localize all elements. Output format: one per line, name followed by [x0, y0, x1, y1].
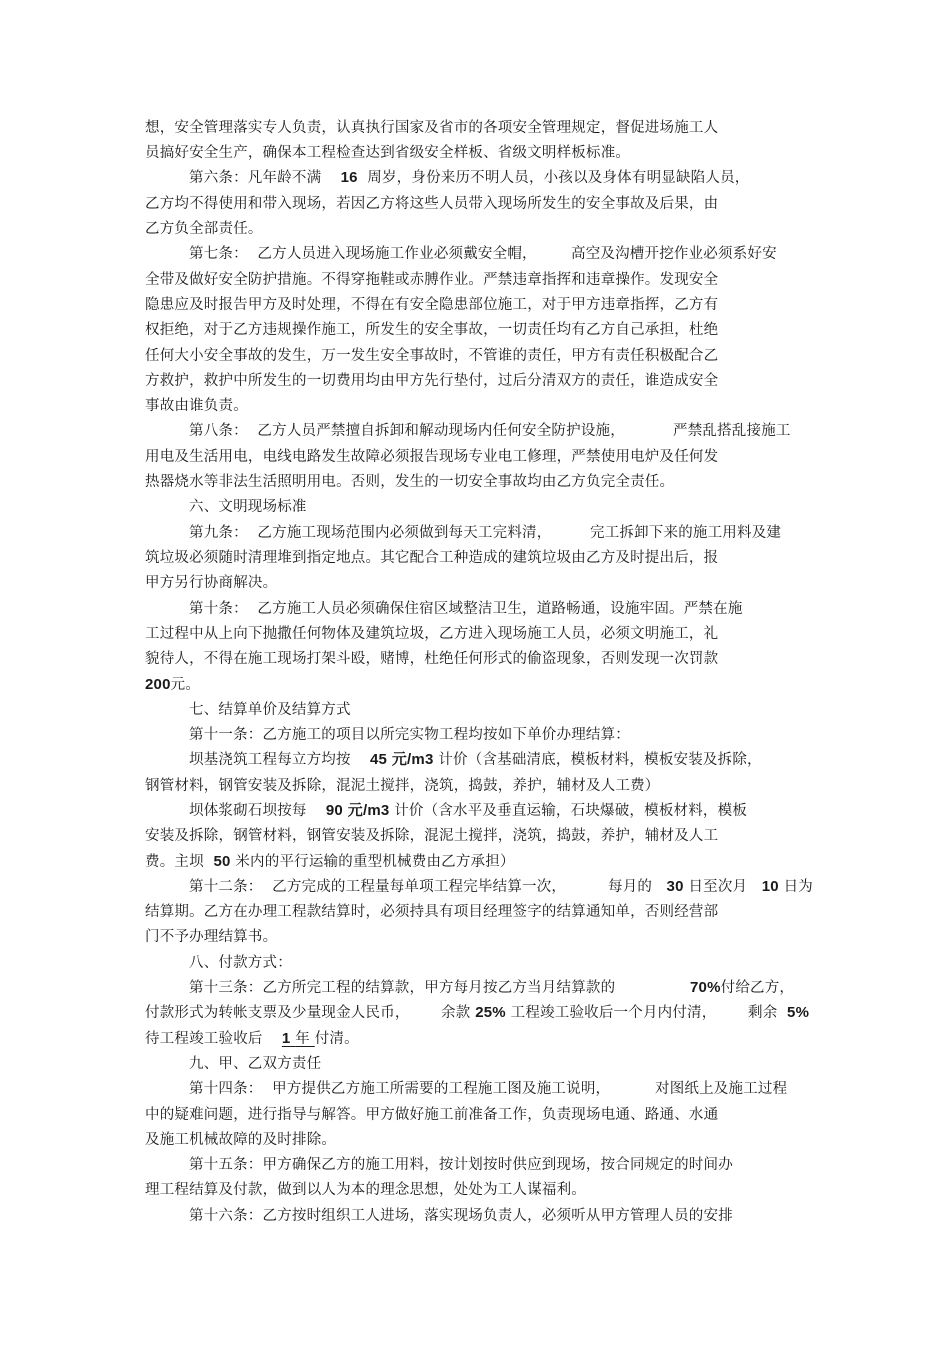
article-15-line: 第十五条：甲方确保乙方的施工用料，按计划按时供应到现场，按合同规定的时间办: [189, 1157, 733, 1173]
text-line: 隐患应及时报告甲方及时处理，不得在有安全隐患部位施工，对于甲方违章指挥，乙方有: [145, 297, 719, 313]
text-line: 严禁乱搭乱接施工: [673, 423, 791, 439]
article-6-line: 第六条：凡年龄不满 16 周岁，身份来历不明人员，小孩以及身体有明显缺陷人员，: [189, 169, 750, 186]
text-line: 中的疑难问题，进行指导与解答。甲方做好施工前准备工作，负责现场电通、路通、水通: [145, 1107, 719, 1123]
text-line: 想，安全管理落实专人负责，认真执行国家及省市的各项安全管理规定，督促进场施工人: [145, 120, 719, 136]
section-heading: 六、文明现场标准: [189, 499, 307, 515]
text-line: 热器烧水等非法生活照明用电。否则，发生的一切安全事故均由乙方负完全责任。: [145, 474, 675, 490]
text-line: 全带及做好安全防护措施。不得穿拖鞋或赤膊作业。严禁违章指挥和违章操作。发现安全: [145, 272, 719, 288]
section-heading: 八、付款方式：: [189, 955, 292, 971]
article-9-line: 第九条： 乙方施工现场范围内必须做到每天工完料清，: [189, 525, 552, 541]
text-line: 每月的 30 日至次月 10 日为: [608, 878, 814, 895]
article-8-line: 第八条： 乙方人员严禁擅自拆卸和解动现场内任何安全防护设施，: [189, 423, 625, 439]
section-heading: 七、结算单价及结算方式: [189, 702, 351, 718]
text-line: 200元。: [145, 676, 201, 693]
article-13-line: 第十三条：乙方所完工程的结算款，甲方每月按乙方当月结算款的: [189, 980, 616, 996]
text-line: 对图纸上及施工过程: [655, 1081, 788, 1097]
text-line: 貌待人，不得在施工现场打架斗殴，赌博，杜绝任何形式的偷盗现象，否则发现一次罚款: [145, 651, 719, 667]
article-11-line: 第十一条：乙方施工的项目以所完实物工程均按如下单价办理结算：: [189, 727, 630, 743]
article-10-line: 第十条： 乙方施工人员必须确保住宿区域整洁卫生，道路畅通，设施牢固。严禁在施: [189, 601, 743, 617]
text-line: 结算期。乙方在办理工程款结算时，必须持具有项目经理签字的结算通知单，否则经营部: [145, 904, 719, 920]
article-14-line: 第十四条： 甲方提供乙方施工所需要的工程施工图及施工说明，: [189, 1081, 611, 1097]
text-line: 钢管材料，钢管安装及拆除，混泥土搅拌，浇筑，捣鼓，养护，辅材及人工费）: [145, 778, 660, 794]
text-line: 用电及生活用电，电线电路发生故障必须报告现场专业电工修理，严禁使用电炉及任何发: [145, 449, 719, 465]
text-line: 甲方另行协商解决。: [145, 575, 278, 591]
text-line: 付款形式为转帐支票及少量现金人民币，: [145, 1005, 410, 1021]
text-line: 理工程结算及付款，做到以人为本的理念思想，处处为工人谋福利。: [145, 1182, 586, 1198]
text-line: 费。主坝 50 米内的平行运输的重型机械费由乙方承担）: [145, 853, 515, 870]
text-line: 完工拆卸下来的施工用料及建: [590, 525, 782, 541]
section-heading: 九、甲、乙双方责任: [189, 1056, 322, 1072]
price-line-dam-body: 坝体浆砌石坝按每 90 元/m3 计价（含水平及垂直运输，石块爆破，模板材料，模板: [189, 802, 748, 819]
text-line: 安装及拆除，钢管材料，钢管安装及拆除，混泥土搅拌，浇筑，捣鼓，养护，辅材及人工: [145, 828, 719, 844]
text-line: 高空及沟槽开挖作业必须系好安: [571, 246, 777, 262]
text-line: 方救护，救护中所发生的一切费用均由甲方先行垫付，过后分清双方的责任，谁造成安全: [145, 373, 719, 389]
text-line: 事故由谁负责。: [145, 398, 248, 414]
text-line: 70%付给乙方，: [690, 979, 795, 996]
text-line: 工过程中从上向下抛撒任何物体及建筑垃圾，乙方进入现场施工人员，必须文明施工，礼: [145, 626, 719, 642]
text-line: 筑垃圾必须随时清理堆到指定地点。其它配合工种造成的建筑垃圾由乙方及时提出后，报: [145, 550, 719, 566]
text-line: 任何大小安全事故的发生，万一发生安全事故时，不管谁的责任，甲方有责任积极配合乙: [145, 348, 719, 364]
text-line: 乙方均不得使用和带入现场，若因乙方将这些人员带入现场所发生的安全事故及后果，由: [145, 196, 719, 212]
price-line-dam-base: 坝基浇筑工程每立方均按 45 元/m3 计价（含基础清底，模板材料，模板安装及拆除，: [189, 751, 762, 768]
text-line: 乙方负全部责任。: [145, 221, 263, 237]
text-line: 及施工机械故障的及时排除。: [145, 1132, 337, 1148]
text-line: 权拒绝，对于乙方违规操作施工，所发生的安全事故，一切责任均有乙方自己承担，杜绝: [145, 322, 719, 338]
text-line: 剩余 5%: [748, 1004, 810, 1021]
text-line: 余款 25% 工程竣工验收后一个月内付清，: [441, 1004, 717, 1021]
text-line: 门不予办理结算书。: [145, 929, 278, 945]
article-7-line: 第七条： 乙方人员进入现场施工作业必须戴安全帽，: [189, 246, 537, 262]
article-12-line: 第十二条： 乙方完成的工程量每单项工程完毕结算一次，: [189, 879, 567, 895]
text-line: 员搞好安全生产，确保本工程检查达到省级安全样板、省级文明样板标准。: [145, 145, 631, 161]
article-16-line: 第十六条：乙方按时组织工人进场，落实现场负责人，必须听从甲方管理人员的安排: [189, 1208, 733, 1224]
text-line: 待工程竣工验收后 1 年 付清。: [145, 1030, 359, 1047]
